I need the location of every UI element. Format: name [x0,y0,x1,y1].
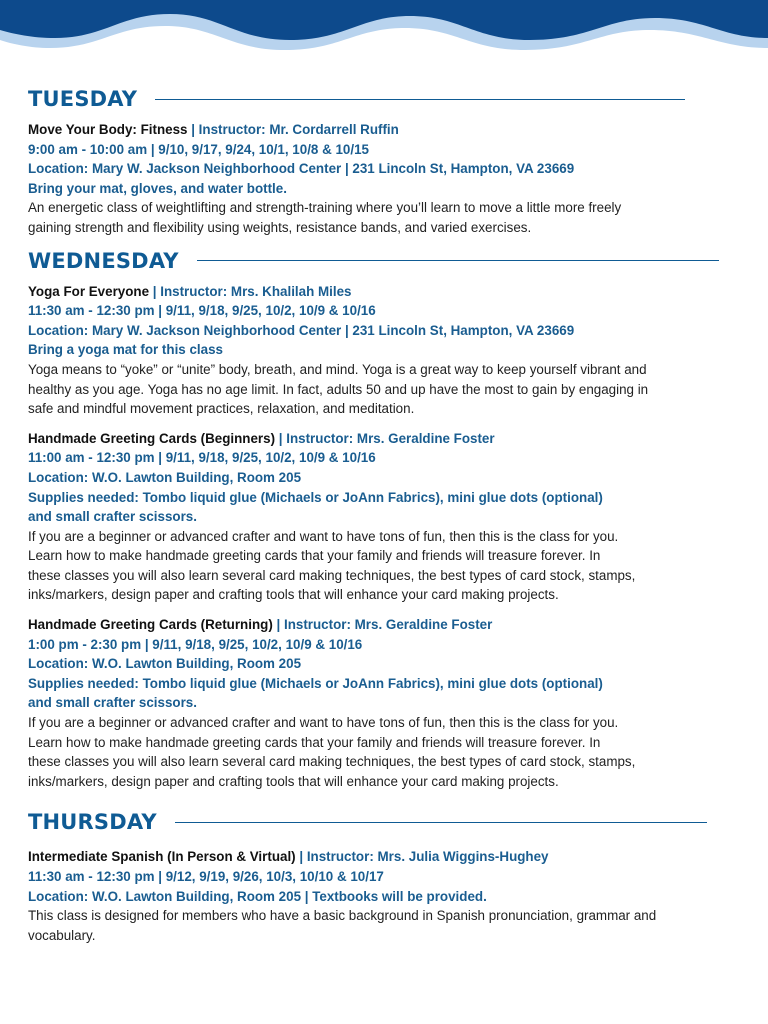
class-description-line: inks/markers, design paper and crafting tools that will enhance your card making projects. [28,587,559,603]
class-schedule-dates: 11:30 am - 12:30 pm | 9/12, 9/19, 9/26, 10/3, 10/10 & 10/17 [28,869,384,884]
class-supplies: and small crafter scissors. [28,695,197,711]
class-title-line [28,120,728,140]
class-title-line [28,429,728,449]
class-location: Location: W.O. Lawton Building, Room 205 [28,469,302,485]
class-instructor: | Instructor: Mrs. Julia Wiggins-Hughey [299,849,549,865]
class-location: Location: Mary W. Jackson Neighborhood Center | 231 Lincoln St, Hampton, VA 23669 [28,161,575,177]
class-supplies: Supplies needed: Tombo liquid glue (Michaels or JoAnn Fabrics), mini glue dots (optional) [28,489,603,505]
class-description-line: inks/markers, design paper and crafting tools that will enhance your card making projects. [28,773,559,789]
class-title: Yoga For Everyone [28,283,150,299]
class-entry-yoga [28,282,728,419]
class-description-line: Yoga means to “yoke” or “unite” body, breath, and mind. Yoga is a great way to keep yourself vibrant and [28,361,647,377]
class-location: Location: Mary W. Jackson Neighborhood Center | 231 Lincoln St, Hampton, VA 23669 [28,322,575,338]
class-description-line: healthy as you age. Yoga has no age limit. In fact, adults 50 and up have the most to gain by engaging in [28,381,649,397]
class-schedule-dates: 1:00 pm - 2:30 pm | 9/11, 9/18, 9/25, 10/2, 10/9 & 10/16 [28,636,363,652]
class-title: Move Your Body: Fitness [28,122,188,137]
class-description-line: Learn how to make handmade greeting cards that your family and friends will treasure forever. In [28,734,601,750]
class-title-line [28,847,728,867]
class-description-line: safe and mindful movement practices, relaxation, and meditation. [28,401,415,417]
day-name: WEDNESDAY [28,248,179,273]
class-location: Location: W.O. Lawton Building, Room 205 [28,656,302,672]
class-instructor: | Instructor: Mr. Cordarrell Ruffin [191,122,399,137]
class-entry-spanish [28,847,728,945]
class-description-line: If you are a beginner or advanced crafter and want to have tons of fun, then this is the class for you. [28,528,619,544]
class-description-line: these classes you will also learn several card making techniques, the best types of card stock, stamps, [28,754,636,770]
class-title-line [28,282,728,302]
class-description-line: Learn how to make handmade greeting cards that your family and friends will treasure forever. In [28,548,601,564]
class-instructor: | Instructor: Mrs. Geraldine Foster [278,430,495,446]
day-heading-tuesday [28,84,728,114]
class-description-line: If you are a beginner or advanced crafter and want to have tons of fun, then this is the class for you. [28,715,619,731]
day-name: TUESDAY [28,87,138,111]
class-supplies: Bring a yoga mat for this class [28,342,223,358]
class-instructor: | Instructor: Mrs. Khalilah Miles [152,283,352,299]
class-supplies: and small crafter scissors. [28,509,197,525]
class-description-line: vocabulary. [28,927,96,943]
class-supplies: Supplies needed: Tombo liquid glue (Michaels or JoAnn Fabrics), mini glue dots (optional) [28,675,603,691]
class-instructor: | Instructor: Mrs. Geraldine Foster [276,617,493,633]
day-heading-wednesday [28,246,728,276]
class-title: Intermediate Spanish (In Person & Virtual) [28,849,296,865]
class-description-line: This class is designed for members who have a basic background in Spanish pronunciation, grammar and [28,908,657,924]
class-title: Handmade Greeting Cards (Beginners) [28,430,276,446]
class-entry-greeting-cards-beginners [28,429,728,605]
class-title-line [28,615,728,635]
class-description-line: these classes you will also learn several card making techniques, the best types of card stock, stamps, [28,567,636,583]
heading-rule [197,260,719,261]
class-description-line: An energetic class of weightlifting and strength-training where you’ll learn to move a little more freely [28,200,622,216]
class-location: Location: W.O. Lawton Building, Room 205 | Textbooks will be provided. [28,888,487,904]
decorative-wave-banner [0,0,768,60]
class-supplies: Bring your mat, gloves, and water bottle. [28,180,287,196]
class-schedule-dates: 11:00 am - 12:30 pm | 9/11, 9/18, 9/25, 10/2, 10/9 & 10/16 [28,450,376,466]
class-title: Handmade Greeting Cards (Returning) [28,617,273,633]
class-schedule [28,84,728,945]
class-schedule-dates: 11:30 am - 12:30 pm | 9/11, 9/18, 9/25, 10/2, 10/9 & 10/16 [28,303,376,319]
class-entry-greeting-cards-returning [28,615,728,791]
class-schedule-dates: 9:00 am - 10:00 am | 9/10, 9/17, 9/24, 10/1, 10/8 & 10/15 [28,141,369,157]
heading-rule [175,822,707,823]
class-description-line: gaining strength and flexibility using weights, resistance bands, and varied exercises. [28,219,532,235]
day-name: THURSDAY [28,810,157,835]
day-heading-thursday [28,807,728,837]
heading-rule [155,99,685,100]
class-entry-fitness [28,120,728,238]
